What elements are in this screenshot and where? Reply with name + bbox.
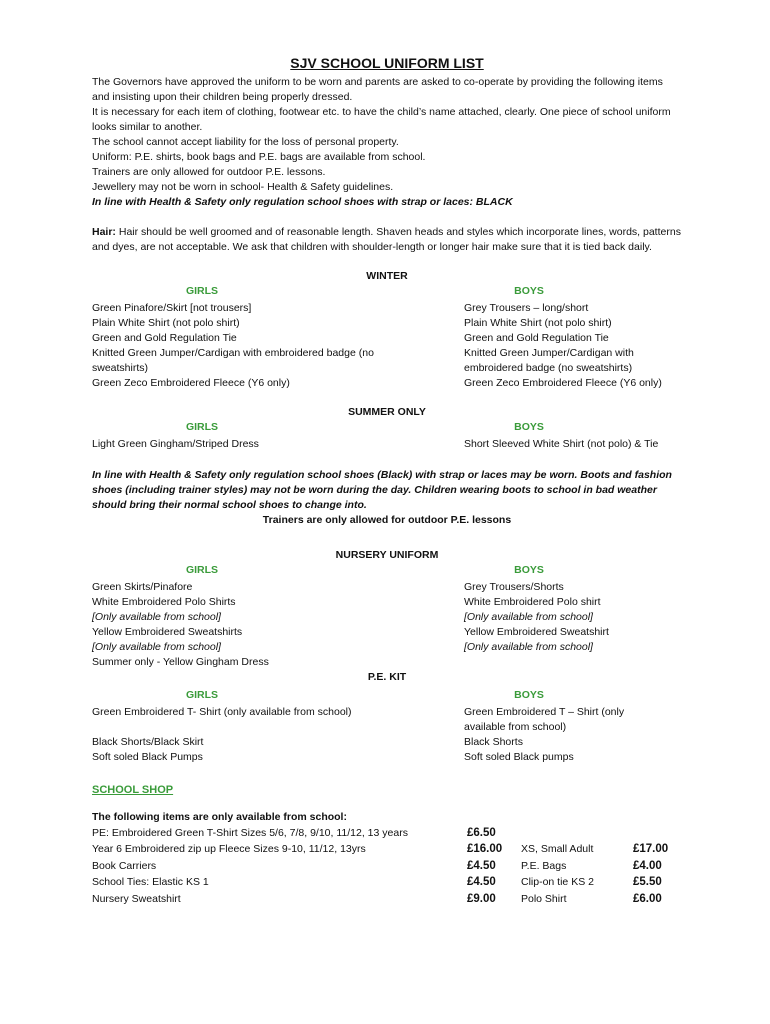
- item-description-secondary: XS, Small Adult: [521, 843, 594, 856]
- list-item: Green Skirts/Pinafore: [92, 581, 193, 593]
- list-item: Green Zeco Embroidered Fleece (Y6 only): [464, 377, 662, 389]
- shoe-warning: In line with Health & Safety only regulation school shoes (Black) with strap or laces may be worn. Boots and fashion shoes (including trainer styles) may not be worn during the day. Children wearing boots to school in bad weather should bring their normal school shoes to change into.: [92, 469, 672, 511]
- hair-policy: [92, 225, 682, 255]
- nursery-girls-label: GIRLS: [185, 564, 219, 576]
- list-item: Black Shorts/Black Skirt: [92, 736, 204, 748]
- school-shop-subheading: The following items are only available from school:: [92, 811, 347, 823]
- item-description: School Ties: Elastic KS 1: [92, 876, 209, 889]
- summer-boys-column: [464, 420, 682, 452]
- item-description: Nursery Sweatshirt: [92, 892, 181, 905]
- item-price: £6.50: [467, 826, 496, 839]
- item-price: £16.00: [467, 843, 503, 856]
- item-description-secondary: Clip-on tie KS 2: [521, 876, 594, 889]
- pe-kit-boys-column: [464, 688, 682, 765]
- list-item: Plain White Shirt (not polo shirt): [92, 317, 240, 329]
- table-row: [92, 858, 682, 875]
- summer-heading: SUMMER ONLY: [348, 406, 426, 418]
- list-item: Grey Trousers – long/short: [464, 302, 589, 314]
- list-item: Knitted Green Jumper/Cardigan with embroidered badge (no sweatshirts): [92, 347, 374, 374]
- intro-line: The school cannot accept liability for the loss of personal property.: [92, 136, 399, 148]
- nursery-boys-column: [464, 563, 682, 670]
- nursery-heading: NURSERY UNIFORM: [335, 549, 439, 561]
- item-price-secondary: £5.50: [633, 876, 662, 889]
- item-price-secondary: £4.00: [633, 859, 662, 872]
- list-item: Grey Trousers/Shorts: [464, 581, 564, 593]
- list-item: [Only available from school]: [464, 611, 593, 623]
- item-price: £4.50: [467, 876, 496, 889]
- intro-line: Jewellery may not be worn in school- Health & Safety guidelines.: [92, 181, 394, 193]
- item-description: Year 6 Embroidered zip up Fleece Sizes 9-10, 11/12, 13yrs: [92, 843, 366, 856]
- hair-label: Hair:: [92, 226, 116, 238]
- winter-boys-label: BOYS: [514, 285, 544, 297]
- winter-girls-label: GIRLS: [185, 285, 219, 297]
- nursery-boys-label: BOYS: [514, 564, 544, 576]
- intro-shoes-note: In line with Health & Safety only regulation school shoes with strap or laces: BLACK: [92, 196, 513, 208]
- hair-text: Hair should be well groomed and of reasonable length. Shaven heads and styles which incorporate lines, words, patterns and dyes, are not acceptable. We ask that children with shoulder-length or longer hair make sure that it is tied back daily.: [92, 226, 681, 253]
- list-item: [Only available from school]: [464, 641, 593, 653]
- item-description-secondary: P.E. Bags: [521, 859, 567, 872]
- nursery-columns: [92, 563, 682, 670]
- list-spacer: [92, 720, 464, 735]
- table-row: [92, 842, 682, 859]
- list-item: Soft soled Black Pumps: [92, 751, 203, 763]
- list-item: Short Sleeved White Shirt (not polo) & Tie: [464, 438, 659, 450]
- price-list: [92, 825, 682, 908]
- winter-columns: [92, 284, 682, 391]
- list-item: Green Embroidered T- Shirt (only available from school): [92, 706, 352, 718]
- summer-girls-label: GIRLS: [185, 421, 219, 433]
- intro-line: It is necessary for each item of clothing, footwear etc. to have the child’s name attached, clearly. One piece of school uniform looks similar to another.: [92, 106, 671, 133]
- intro-block: [92, 75, 682, 210]
- list-item: Green Embroidered T – Shirt (only available from school): [464, 706, 625, 733]
- trainers-note: Trainers are only allowed for outdoor P.E. lessons: [262, 514, 512, 526]
- item-price-secondary: £6.00: [633, 892, 662, 905]
- pe-kit-girls-label: GIRLS: [185, 689, 219, 701]
- item-description-secondary: Polo Shirt: [521, 892, 567, 905]
- item-description: PE: Embroidered Green T-Shirt Sizes 5/6, 7/8, 9/10, 11/12, 13 years: [92, 826, 408, 839]
- school-shop-heading: SCHOOL SHOP: [92, 784, 174, 796]
- table-row: [92, 875, 682, 892]
- list-item: Green and Gold Regulation Tie: [464, 332, 609, 344]
- list-item: Green and Gold Regulation Tie: [92, 332, 237, 344]
- list-item: Green Pinafore/Skirt [not trousers]: [92, 302, 252, 314]
- list-item: Light Green Gingham/Striped Dress: [92, 438, 259, 450]
- item-price-secondary: £17.00: [633, 843, 669, 856]
- nursery-girls-column: [92, 563, 464, 670]
- winter-boys-column: [464, 284, 682, 391]
- item-description: Book Carriers: [92, 859, 157, 872]
- item-price: £9.00: [467, 892, 496, 905]
- list-item: Yellow Embroidered Sweatshirts: [92, 626, 243, 638]
- list-item: White Embroidered Polo shirt: [464, 596, 601, 608]
- winter-girls-column: [92, 284, 464, 391]
- intro-line: Uniform: P.E. shirts, book bags and P.E. bags are available from school.: [92, 151, 426, 163]
- intro-line: The Governors have approved the uniform to be worn and parents are asked to co-operate by providing the following items and insisting upon their children being properly dressed.: [92, 76, 663, 103]
- list-item: Plain White Shirt (not polo shirt): [464, 317, 612, 329]
- list-item: White Embroidered Polo Shirts: [92, 596, 236, 608]
- list-item: Green Zeco Embroidered Fleece (Y6 only): [92, 377, 290, 389]
- pe-kit-girls-column: [92, 688, 464, 765]
- list-item: [Only available from school]: [92, 611, 221, 623]
- pe-kit-heading: P.E. KIT: [367, 671, 407, 683]
- list-item: Yellow Embroidered Sweatshirt: [464, 626, 609, 638]
- item-price: £4.50: [467, 859, 496, 872]
- table-row: [92, 891, 682, 908]
- winter-heading: WINTER: [366, 270, 408, 282]
- summer-girls-column: [92, 420, 464, 452]
- table-row: [92, 825, 682, 842]
- list-item: Knitted Green Jumper/Cardigan with embroidered badge (no sweatshirts): [464, 347, 634, 374]
- list-item: Summer only - Yellow Gingham Dress: [92, 656, 269, 668]
- list-item: Soft soled Black pumps: [464, 751, 574, 763]
- pe-kit-boys-label: BOYS: [514, 689, 544, 701]
- summer-boys-label: BOYS: [514, 421, 544, 433]
- summer-columns: [92, 420, 682, 452]
- intro-line: Trainers are only allowed for outdoor P.E. lessons.: [92, 166, 326, 178]
- document-page: [92, 54, 682, 908]
- list-item: Black Shorts: [464, 736, 523, 748]
- list-item: [Only available from school]: [92, 641, 221, 653]
- pe-kit-columns: [92, 688, 682, 765]
- document-title: SJV SCHOOL UNIFORM LIST: [290, 55, 484, 71]
